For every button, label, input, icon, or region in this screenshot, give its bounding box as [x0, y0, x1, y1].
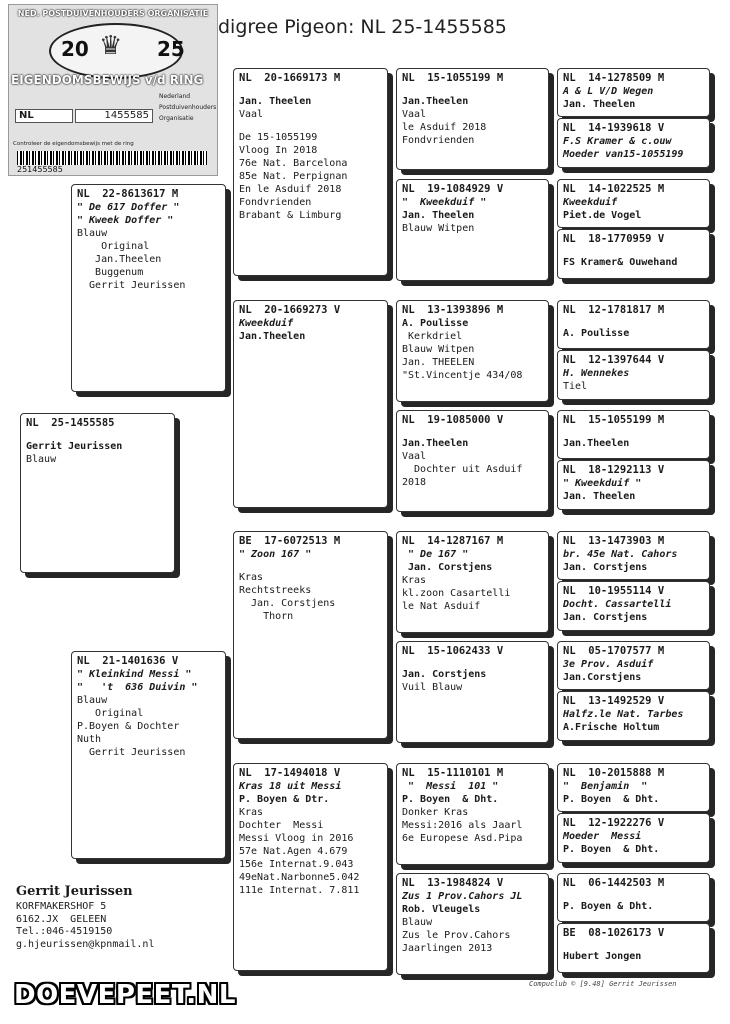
pigeon-detail-line: Jan.Corstjens	[563, 672, 642, 683]
pigeon-detail-line: Kras 18 uit Messi	[239, 781, 342, 792]
pigeon-detail-line: Blauw	[77, 695, 108, 706]
pigeon-detail-line: F.S Kramer & c.ouw	[563, 136, 672, 147]
pigeon-detail-line: P. Boyen & Dht.	[563, 901, 654, 912]
certificate-control-text: Controleer de eigendomsbewijs met de ring	[13, 141, 134, 147]
pigeon-detail-line: P. Boyen & Dht.	[563, 794, 660, 805]
gen3-card	[396, 179, 549, 281]
ring-number: NL 13-1492529 V	[563, 695, 665, 707]
pigeon-detail-line	[563, 890, 704, 900]
subject-card	[20, 413, 175, 573]
pigeon-detail-line: Jaarlingen 2013	[402, 943, 493, 954]
owner-city: 6162.JX GELEEN	[16, 913, 107, 925]
pigeon-detail-line: Original	[77, 708, 144, 719]
pigeon-detail-line: Nuth	[77, 734, 102, 745]
pigeon-detail-line: Jan.Theelen	[563, 438, 630, 449]
ring-number: NL 12-1781817 M	[563, 304, 665, 316]
pigeon-detail-line: 2018	[402, 477, 427, 488]
certificate-header: NED. POSTDUIVENHOUDERS ORGANISATIE	[17, 9, 209, 18]
pigeon-detail-line: A.Frische Holtum	[563, 722, 660, 733]
ring-number: NL 13-1393896 M	[402, 304, 504, 316]
pigeon-detail-line: 6e Europese Asd.Pipa	[402, 833, 523, 844]
dam-card	[71, 651, 226, 859]
gen3-card	[396, 531, 549, 633]
granddam-dam-card	[233, 763, 388, 971]
pigeon-detail-line: Jan. THEELEN	[402, 357, 475, 368]
pigeon-detail-line: " Kweekduif "	[563, 478, 642, 489]
gen3-card	[396, 873, 549, 975]
grandsire-sire-card	[233, 68, 388, 276]
ring-number: BE 08-1026173 V	[563, 927, 665, 939]
gen4-card	[557, 581, 710, 631]
software-footer: Compuclub © [9.48] Gerrit Jeurissen	[529, 980, 677, 988]
pigeon-detail-line: Kras	[239, 807, 264, 818]
pigeon-detail-line: Vaal	[402, 109, 427, 120]
gen4-card	[557, 873, 710, 922]
pigeon-detail-line: Moeder van15-1055199	[563, 149, 684, 160]
pigeon-detail-line	[239, 561, 382, 571]
pigeon-detail-line	[402, 85, 543, 95]
certificate-year-right: 25	[157, 37, 185, 61]
ring-number: NL 14-1287167 M	[402, 535, 504, 547]
ring-number: NL 12-1922276 V	[563, 817, 665, 829]
pigeon-detail-line: Dochter Messi	[239, 820, 324, 831]
gen3-card	[396, 763, 549, 865]
pigeon-detail-line: Jan.Theelen	[77, 254, 162, 265]
pigeon-detail-line: Donker Kras	[402, 807, 469, 818]
pigeon-detail-line: Zus le Prov.Cahors	[402, 930, 511, 941]
pigeon-detail-line: " Kweek Doffer "	[77, 215, 174, 226]
grandsire-dam-card	[233, 531, 388, 739]
pigeon-detail-line: Jan.Theelen	[239, 331, 306, 342]
pigeon-detail-line: Kras	[402, 575, 427, 586]
pigeon-detail-line: " Kleinkind Messi "	[77, 669, 192, 680]
gen4-card	[557, 813, 710, 863]
pigeon-detail-line: Blauw Witpen	[402, 344, 475, 355]
pigeon-detail-line: Gerrit Jeurissen	[26, 441, 123, 452]
gen4-card	[557, 763, 710, 812]
pigeon-detail-line	[563, 427, 704, 437]
ring-number: NL 14-1939618 V	[563, 122, 665, 134]
ring-number: BE 17-6072513 M	[239, 535, 341, 547]
pigeon-detail-line: 3e Prov. Asduif	[563, 659, 654, 670]
pigeon-detail-line: Messi Vloog in 2016	[239, 833, 354, 844]
watermark-logo: DOEVEPEET.NL	[14, 980, 236, 1010]
ring-number: NL 22-8613617 M	[77, 188, 179, 200]
gen4-card	[557, 410, 710, 459]
ring-number: NL 17-1494018 V	[239, 767, 341, 779]
pigeon-detail-line: Thorn	[239, 611, 294, 622]
pigeon-detail-line: " Zoon 167 "	[239, 549, 312, 560]
owner-address: KORFMAKERSHOF 5	[16, 901, 107, 912]
ring-number: NL 14-1022525 M	[563, 183, 665, 195]
pigeon-detail-line: le Asduif 2018	[402, 122, 487, 133]
ring-certificate	[8, 4, 218, 176]
pigeon-detail-line: Hubert Jongen	[563, 951, 642, 962]
pigeon-detail-line: Blauw Witpen	[402, 223, 475, 234]
certificate-ring-number: 1455585	[75, 109, 153, 123]
pigeon-detail-line: " Messi 101 "	[402, 781, 499, 792]
gen3-card	[396, 641, 549, 743]
pigeon-detail-line: Vuil Blauw	[402, 682, 463, 693]
pigeon-detail-line: Jan. Theelen	[563, 491, 636, 502]
ring-number: NL 19-1084929 V	[402, 183, 504, 195]
ring-number: NL 15-1110101 M	[402, 767, 504, 779]
pigeon-detail-line: Kerkdriel	[402, 331, 463, 342]
gen4-card	[557, 641, 710, 690]
pigeon-detail-line: Piet.de Vogel	[563, 210, 642, 221]
ring-number: NL 18-1770959 V	[563, 233, 665, 245]
gen4-card	[557, 300, 710, 349]
ring-number: NL 06-1442503 M	[563, 877, 665, 889]
ring-number: NL 13-1473903 M	[563, 535, 665, 547]
pigeon-detail-line: H. Wennekes	[563, 368, 630, 379]
certificate-side-labels: Nederland Postduivenhouders Organisatie	[159, 93, 217, 122]
gen4-card	[557, 531, 710, 580]
pigeon-detail-line: Vloog In 2018	[239, 145, 318, 156]
granddam-sire-card	[233, 300, 388, 508]
pigeon-detail-line: En le Asduif 2018	[239, 184, 342, 195]
pigeon-detail-line: 49eNat.Narbonne5.042	[239, 872, 360, 883]
ring-number: NL 10-1955114 V	[563, 585, 665, 597]
pigeon-detail-line: kl.zoon Casartelli	[402, 588, 511, 599]
pigeon-detail-line	[402, 658, 543, 668]
gen4-card	[557, 229, 710, 279]
ring-number: NL 21-1401636 V	[77, 655, 179, 667]
ring-number: NL 13-1984824 V	[402, 877, 504, 889]
ring-number: NL 20-1669173 M	[239, 72, 341, 84]
pigeon-detail-line: 156e Internat.9.043	[239, 859, 354, 870]
ring-number: NL 15-1055199 M	[563, 414, 665, 426]
pigeon-detail-line: Blauw	[77, 228, 108, 239]
sire-card	[71, 184, 226, 392]
pigeon-detail-line: Buggenum	[77, 267, 144, 278]
pigeon-detail-line: Brabant & Limburg	[239, 210, 342, 221]
pigeon-detail-line: Jan.Theelen	[402, 96, 469, 107]
gen4-card	[557, 179, 710, 228]
pigeon-detail-line: " Kweekduif "	[402, 197, 487, 208]
pigeon-detail-line: Zus 1 Prov.Cahors JL	[402, 891, 523, 902]
gen3-card	[396, 300, 549, 402]
certificate-country: NL	[15, 109, 73, 123]
pigeon-detail-line: Messi:2016 als Jaarl	[402, 820, 523, 831]
pigeon-detail-line: " De 617 Doffer "	[77, 202, 180, 213]
pigeon-detail-line	[563, 317, 704, 327]
owner-name: Gerrit Jeurissen	[16, 884, 133, 899]
ring-number: NL 15-1062433 V	[402, 645, 504, 657]
ring-number: NL 20-1669273 V	[239, 304, 341, 316]
pigeon-detail-line: Blauw	[402, 917, 433, 928]
pigeon-detail-line: Original	[77, 241, 150, 252]
pigeon-detail-line: 85e Nat. Perpignan	[239, 171, 348, 182]
owner-email: g.hjeurissen@kpnmail.nl	[16, 938, 155, 950]
pigeon-detail-line: Jan. Theelen	[239, 96, 312, 107]
pigeon-detail-line: Vaal	[402, 451, 427, 462]
pigeon-detail-line	[239, 121, 382, 131]
pigeon-detail-line: FS Kramer& Ouwehand	[563, 257, 678, 268]
gen4-card	[557, 923, 710, 973]
pigeon-detail-line	[563, 940, 704, 950]
pigeon-detail-line	[563, 246, 704, 256]
pigeon-detail-line: Dochter uit Asduif	[402, 464, 523, 475]
pigeon-detail-line: Blauw	[26, 454, 57, 465]
owner-phone: Tel.:046-4519150	[16, 926, 113, 937]
pigeon-detail-line: Fondvrienden	[239, 197, 312, 208]
pigeon-detail-line: 76e Nat. Barcelona	[239, 158, 348, 169]
pigeon-detail-line: Jan. Corstjens	[239, 598, 336, 609]
pigeon-detail-line: " Benjamin "	[563, 781, 648, 792]
pigeon-detail-line: Gerrit Jeurissen	[77, 747, 186, 758]
pigeon-detail-line: Rob. Vleugels	[402, 904, 481, 915]
ring-number: NL 19-1085000 V	[402, 414, 504, 426]
gen4-card	[557, 691, 710, 741]
pigeon-detail-line: Halfz.le Nat. Tarbes	[563, 709, 684, 720]
pigeon-detail-line: Tiel	[563, 381, 588, 392]
certificate-heading: EIGENDOMSBEWIJS v/d RING	[11, 73, 204, 87]
pigeon-detail-line: De 15-1055199	[239, 132, 318, 143]
pigeon-detail-line: A & L V/D Wegen	[563, 86, 654, 97]
pigeon-detail-line: A. Poulisse	[402, 318, 469, 329]
pigeon-detail-line: Jan. Theelen	[402, 210, 475, 221]
pigeon-detail-line: P. Boyen & Dht.	[563, 844, 660, 855]
pigeon-detail-line: Moeder Messi	[563, 831, 642, 842]
ring-number: NL 14-1278509 M	[563, 72, 665, 84]
ring-number: NL 12-1397644 V	[563, 354, 665, 366]
pigeon-detail-line: Kweekduif	[239, 318, 294, 329]
pigeon-detail-line: le Nat Asduif	[402, 601, 481, 612]
pigeon-detail-line: Jan. Corstjens	[563, 562, 648, 573]
pigeon-detail-line: Kras	[239, 572, 264, 583]
ring-number: NL 18-1292113 V	[563, 464, 665, 476]
pigeon-detail-line: Kweekduif	[563, 197, 618, 208]
gen4-card	[557, 118, 710, 168]
pigeon-detail-line: P. Boyen & Dht.	[402, 794, 499, 805]
pigeon-detail-line: 57e Nat.Agen 4.679	[239, 846, 348, 857]
pigeon-detail-line: Vaal	[239, 109, 264, 120]
gen4-card	[557, 350, 710, 400]
pigeon-detail-line: A. Poulisse	[563, 328, 630, 339]
ring-number: NL 15-1055199 M	[402, 72, 504, 84]
pigeon-detail-line: Jan. Theelen	[563, 99, 636, 110]
pigeon-detail-line: Docht. Cassartelli	[563, 599, 672, 610]
pigeon-detail-line: P. Boyen & Dtr.	[239, 794, 330, 805]
certificate-year-left: 20	[61, 37, 89, 61]
pigeon-detail-line: Jan. Corstjens	[402, 669, 487, 680]
pigeon-detail-line: Jan. Corstjens	[563, 612, 648, 623]
pigeon-detail-line: Fondvrienden	[402, 135, 475, 146]
ring-number: NL 10-2015888 M	[563, 767, 665, 779]
pigeon-detail-line: " De 167 "	[402, 549, 469, 560]
crest-icon: ♛	[99, 31, 123, 61]
pigeon-detail-line: Jan. Corstjens	[402, 562, 493, 573]
gen3-card	[396, 68, 549, 170]
pigeon-detail-line: " 't 636 Duivin "	[77, 682, 198, 693]
ring-number: NL 25-1455585	[26, 417, 115, 429]
pigeon-detail-line	[26, 430, 169, 440]
pigeon-detail-line	[239, 85, 382, 95]
pigeon-detail-line: br. 45e Nat. Cahors	[563, 549, 678, 560]
barcode	[17, 151, 207, 165]
pigeon-detail-line: Gerrit Jeurissen	[77, 280, 186, 291]
gen4-card	[557, 68, 710, 117]
pigeon-detail-line: "St.Vincentje 434/08	[402, 370, 523, 381]
barcode-number: 251455585	[17, 165, 63, 174]
pigeon-detail-line: Rechtstreeks	[239, 585, 312, 596]
pigeon-detail-line: P.Boyen & Dochter	[77, 721, 180, 732]
owner-block	[16, 883, 154, 951]
ring-number: NL 05-1707577 M	[563, 645, 665, 657]
pigeon-detail-line: Jan.Theelen	[402, 438, 469, 449]
gen3-card	[396, 410, 549, 512]
gen4-card	[557, 460, 710, 510]
page-title: digree Pigeon: NL 25-1455585	[218, 16, 507, 38]
pigeon-detail-line: 111e Internat. 7.811	[239, 885, 360, 896]
pigeon-detail-line	[402, 427, 543, 437]
